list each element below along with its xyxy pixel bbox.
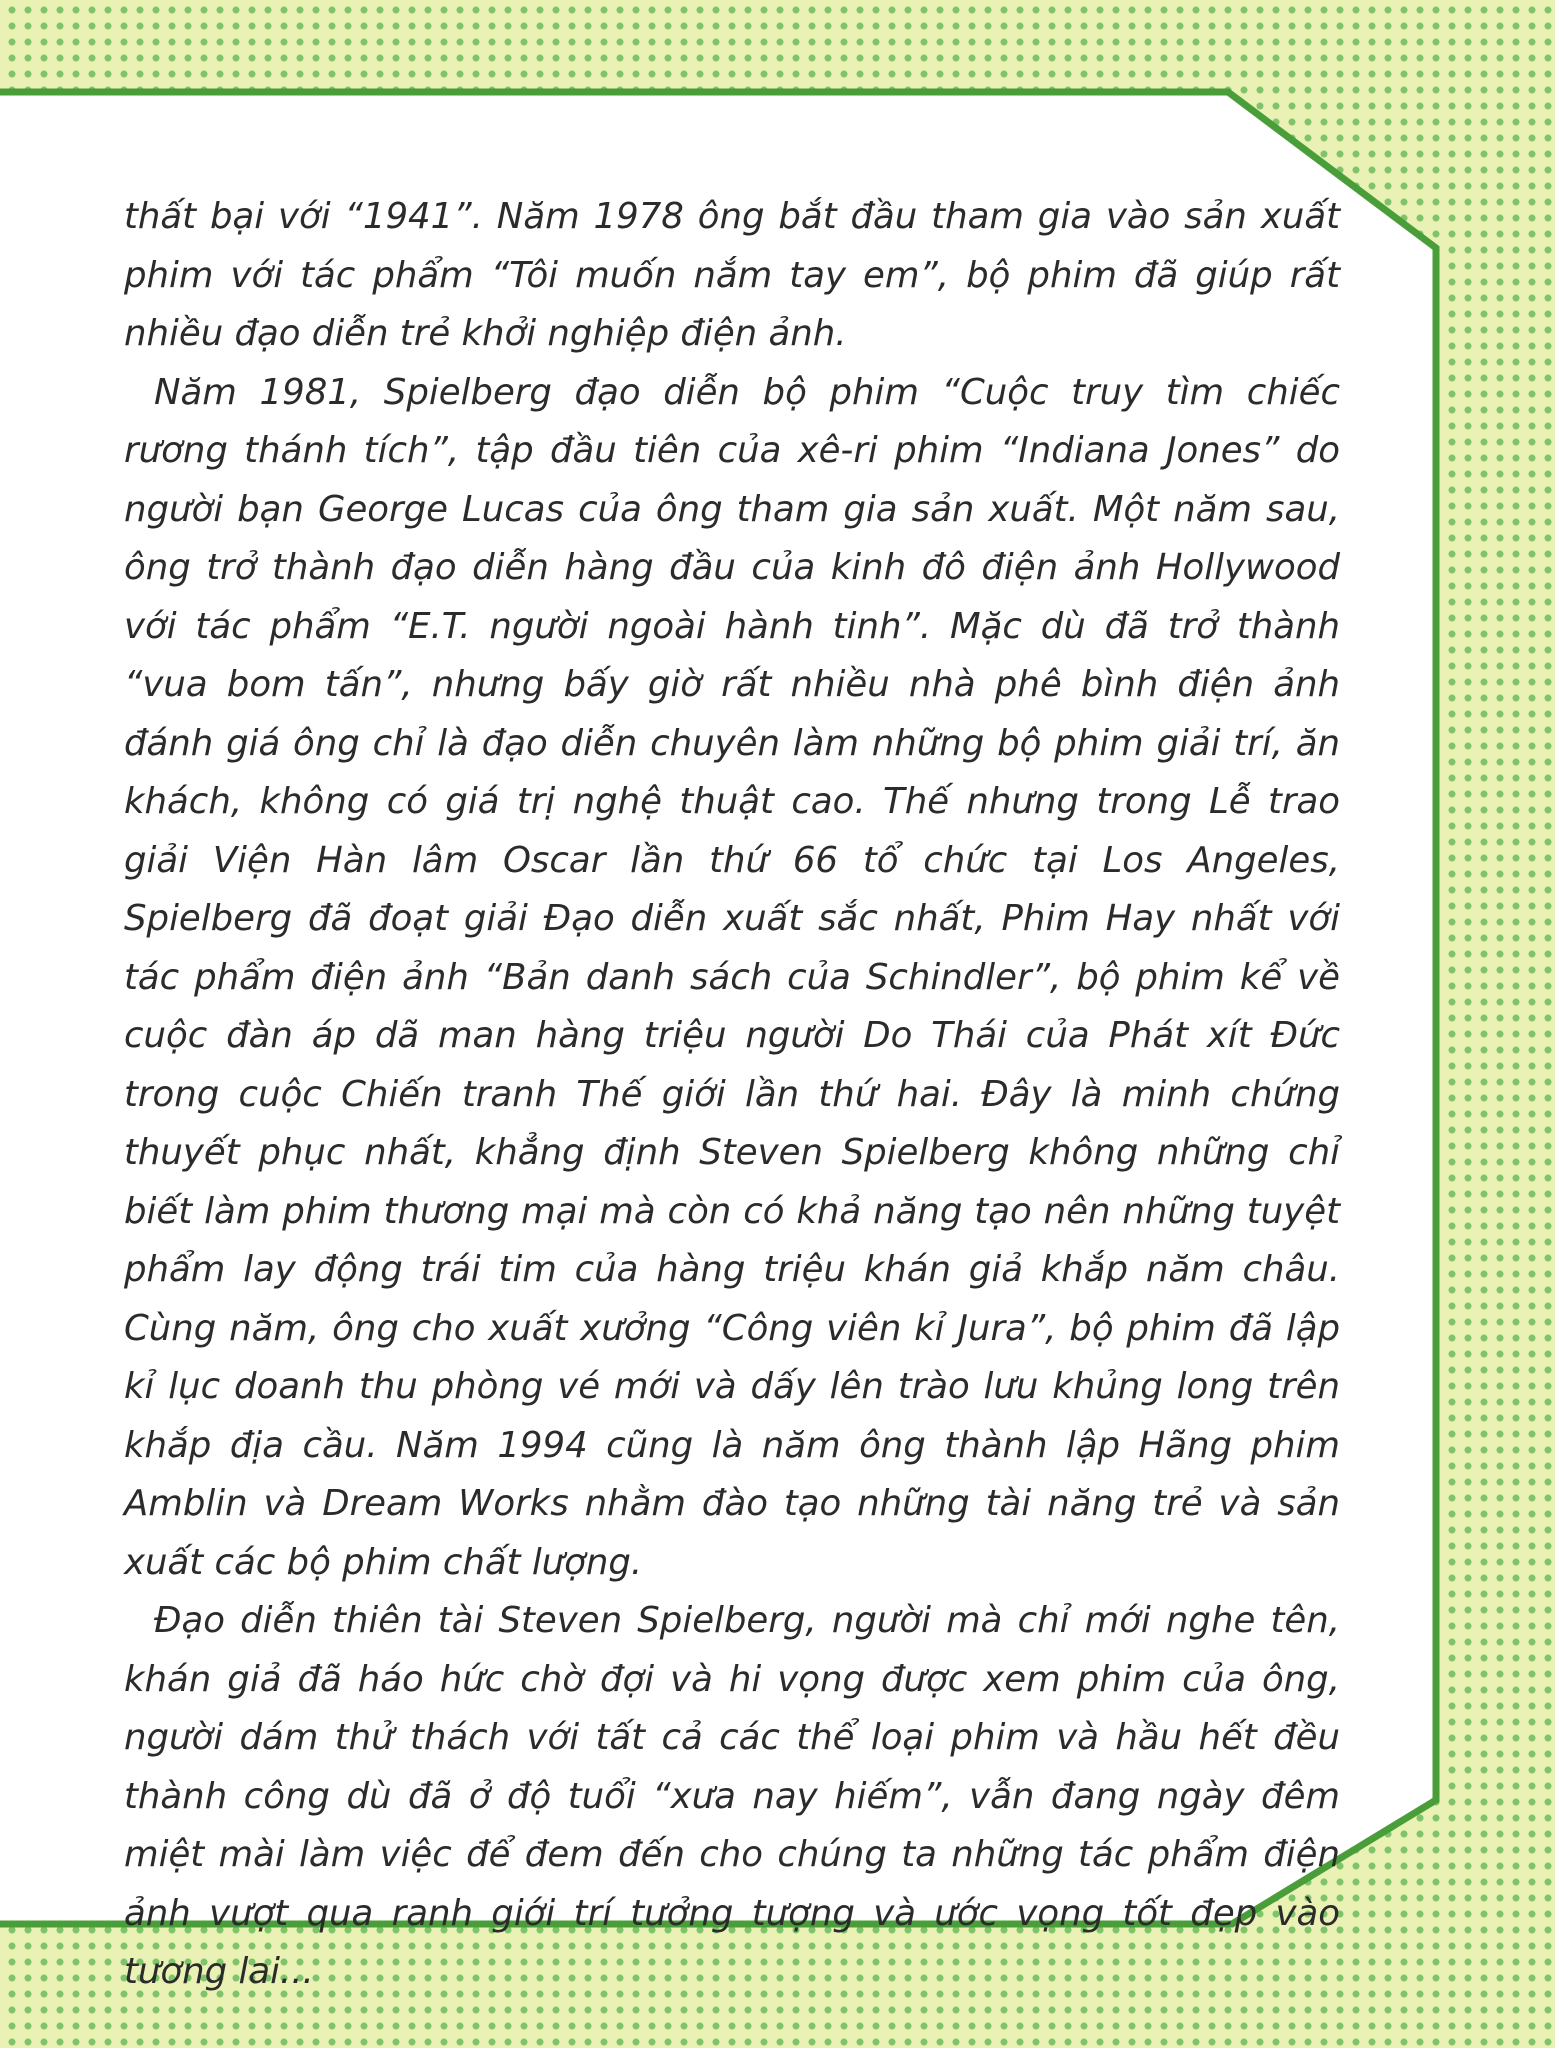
article-body	[124, 188, 1340, 2002]
paragraph-continuation: thất bại với “1941”. Năm 1978 ông bắt đầu tham gia vào sản xuất phim với tác phẩm “Tôi muốn nắm tay em”, bộ phim đã giúp rất nhiều đạo diễn trẻ khởi nghiệp điện ảnh.	[124, 196, 1340, 354]
paragraph-conclusion: Đạo diễn thiên tài Steven Spielberg, người mà chỉ mới nghe tên, khán giả đã háo hức chờ đợi và hi vọng được xem phim của ông, người dám thử thách với tất cả các thể loại phim và hầu hết đều thành công dù đã ở độ tuổi “xưa nay hiếm”, vẫn đang ngày đêm miệt mài làm việc để đem đến cho chúng ta những tác phẩm điện ảnh vượt qua ranh giới trí tưởng tượng và ước vọng tốt đẹp vào tương lai...	[124, 1600, 1340, 1992]
paragraph-career-highlights: Năm 1981, Spielberg đạo diễn bộ phim “Cuộc truy tìm chiếc rương thánh tích”, tập đầu tiên của xê-ri phim “Indiana Jones” do người bạn George Lucas của ông tham gia sản xuất. Một năm sau, ông trở thành đạo diễn hàng đầu của kinh đô điện ảnh Hollywood với tác phẩm “E.T. người ngoài hành tinh”. Mặc dù đã trở thành “vua bom tấn”, nhưng bấy giờ rất nhiều nhà phê bình điện ảnh đánh giá ông chỉ là đạo diễn chuyên làm những bộ phim giải trí, ăn khách, không có giá trị nghệ thuật cao. Thế nhưng trong Lễ trao giải Viện Hàn lâm Oscar lần thứ 66 tổ chức tại Los Angeles, Spielberg đã đoạt giải Đạo diễn xuất sắc nhất, Phim Hay nhất với tác phẩm điện ảnh “Bản danh sách của Schindler”, bộ phim kể về cuộc đàn áp dã man hàng triệu người Do Thái của Phát xít Đức trong cuộc Chiến tranh Thế giới lần thứ hai. Đây là minh chứng thuyết phục nhất, khẳng định Steven Spielberg không những chỉ biết làm phim thương mại mà còn có khả năng tạo nên những tuyệt phẩm lay động trái tim của hàng triệu khán giả khắp năm châu. Cùng năm, ông cho xuất xưởng “Công viên kỉ Jura”, bộ phim đã lập kỉ lục doanh thu phòng vé mới và dấy lên trào lưu khủng long trên khắp địa cầu. Năm 1994 cũng là năm ông thành lập Hãng phim Amblin và Dream Works nhằm đào tạo những tài năng trẻ và sản xuất các bộ phim chất lượng.	[124, 371, 1340, 1583]
